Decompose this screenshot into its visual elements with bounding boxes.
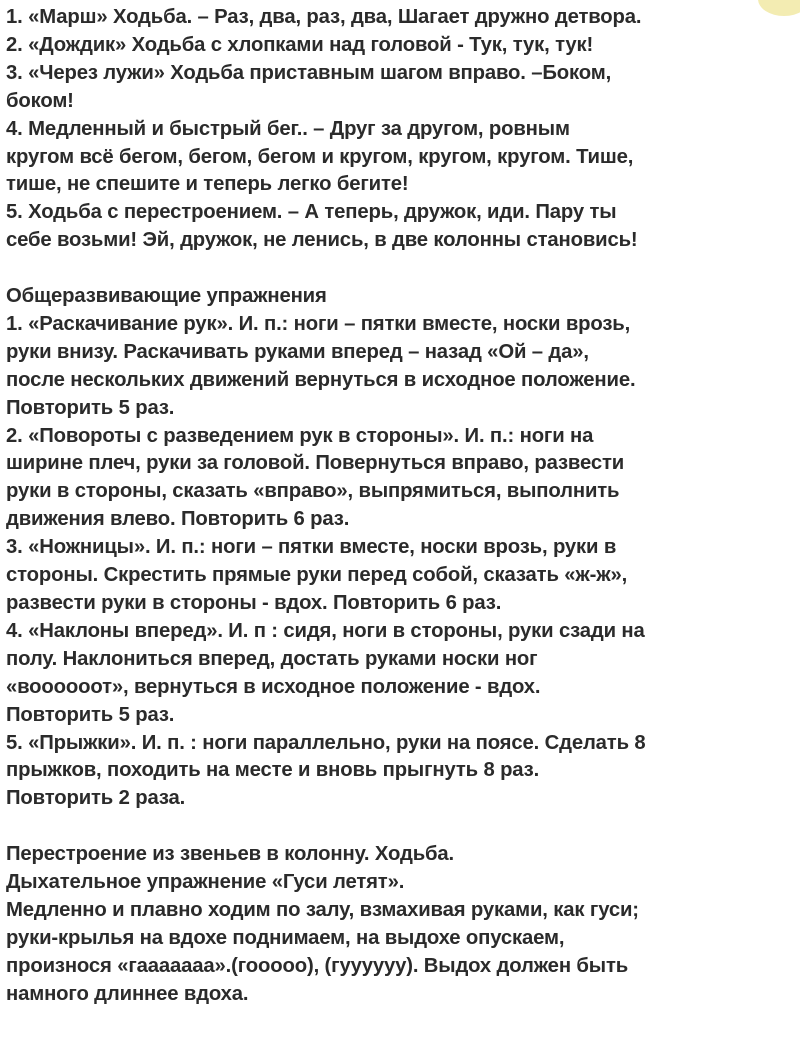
exercises-section — [6, 283, 794, 813]
exercise-line-3: после нескольких движений вернуться в исходное положение. — [6, 368, 636, 391]
exercise-line-5: 2. «Повороты с разведением рук в стороны». И. п.: ноги на — [6, 424, 594, 447]
warmup-line-6: кругом всё бегом, бегом, бегом и кругом, кругом, кругом. Тише, — [6, 145, 634, 168]
closing-line-5: произнося «гааааааа».(гооооо), (гуууууу). Выдох должен быть — [6, 954, 629, 977]
warmup-line-8: 5. Ходьба с перестроением. – А теперь, дружок, иди. Пару ты — [6, 201, 617, 224]
exercise-line-17: прыжков, походить на месте и вновь прыгнуть 8 раз. — [6, 759, 540, 782]
exercise-line-11: развести руки в стороны - вдох. Повторить 6 раз. — [6, 592, 502, 615]
warmup-line-4: боком! — [6, 89, 74, 112]
warmup-line-5: 4. Медленный и быстрый бег.. – Друг за другом, ровным — [6, 117, 570, 140]
document-page — [6, 4, 794, 1009]
closing-line-6: намного длиннее вдоха. — [6, 982, 249, 1005]
exercise-line-15: Повторить 5 раз. — [6, 703, 175, 726]
warmup-line-2: 2. «Дождик» Ходьба с хлопками над головой - Тук, тук, тук! — [6, 33, 594, 56]
warmup-line-7: тише, не спешите и теперь легко бегите! — [6, 173, 409, 196]
closing-line-4: руки-крылья на вдохе поднимаем, на выдохе опускаем, — [6, 926, 565, 949]
exercise-line-16: 5. «Прыжки». И. п. : ноги параллельно, руки на поясе. Сделать 8 — [6, 731, 646, 754]
warmup-section — [6, 4, 794, 255]
warmup-line-1: 1. «Марш» Ходьба. – Раз, два, раз, два, Шагает дружно детвора. — [6, 6, 642, 28]
exercises-heading: Общеразвивающие упражнения — [6, 285, 327, 308]
closing-line-1: Перестроение из звеньев в колонну. Ходьба. — [6, 843, 455, 866]
warmup-line-9: себе возьми! Эй, дружок, не ленись, в две колонны становись! — [6, 229, 638, 252]
closing-line-3: Медленно и плавно ходим по залу, взмахивая руками, как гуси; — [6, 898, 639, 921]
exercise-line-8: движения влево. Повторить 6 раз. — [6, 508, 350, 531]
exercise-line-9: 3. «Ножницы». И. п.: ноги – пятки вместе, носки врозь, руки в — [6, 536, 617, 559]
warmup-line-3: 3. «Через лужи» Ходьба приставным шагом вправо. –Боком, — [6, 61, 612, 84]
closing-line-2: Дыхательное упражнение «Гуси летят». — [6, 871, 405, 894]
exercise-line-4: Повторить 5 раз. — [6, 396, 175, 419]
exercise-line-13: полу. Наклониться вперед, достать руками носки ног — [6, 647, 538, 670]
exercise-line-1: 1. «Раскачивание рук». И. п.: ноги – пятки вместе, носки врозь, — [6, 312, 631, 335]
closing-section — [6, 841, 794, 1008]
exercise-line-2: руки внизу. Раскачивать руками вперед – назад «Ой – да», — [6, 340, 589, 363]
exercise-line-14: «вооооoот», вернуться в исходное положение - вдох. — [6, 675, 541, 698]
exercise-line-7: руки в стороны, сказать «вправо», выпрямиться, выполнить — [6, 480, 620, 503]
exercise-line-10: стороны. Скрестить прямые руки перед собой, сказать «ж-ж», — [6, 564, 628, 587]
section-gap — [6, 813, 794, 841]
section-gap — [6, 255, 794, 283]
exercise-line-18: Повторить 2 раза. — [6, 787, 186, 810]
exercise-line-6: ширине плеч, руки за головой. Повернуться вправо, развести — [6, 452, 625, 475]
exercise-line-12: 4. «Наклоны вперед». И. п : сидя, ноги в стороны, руки сзади на — [6, 619, 645, 642]
